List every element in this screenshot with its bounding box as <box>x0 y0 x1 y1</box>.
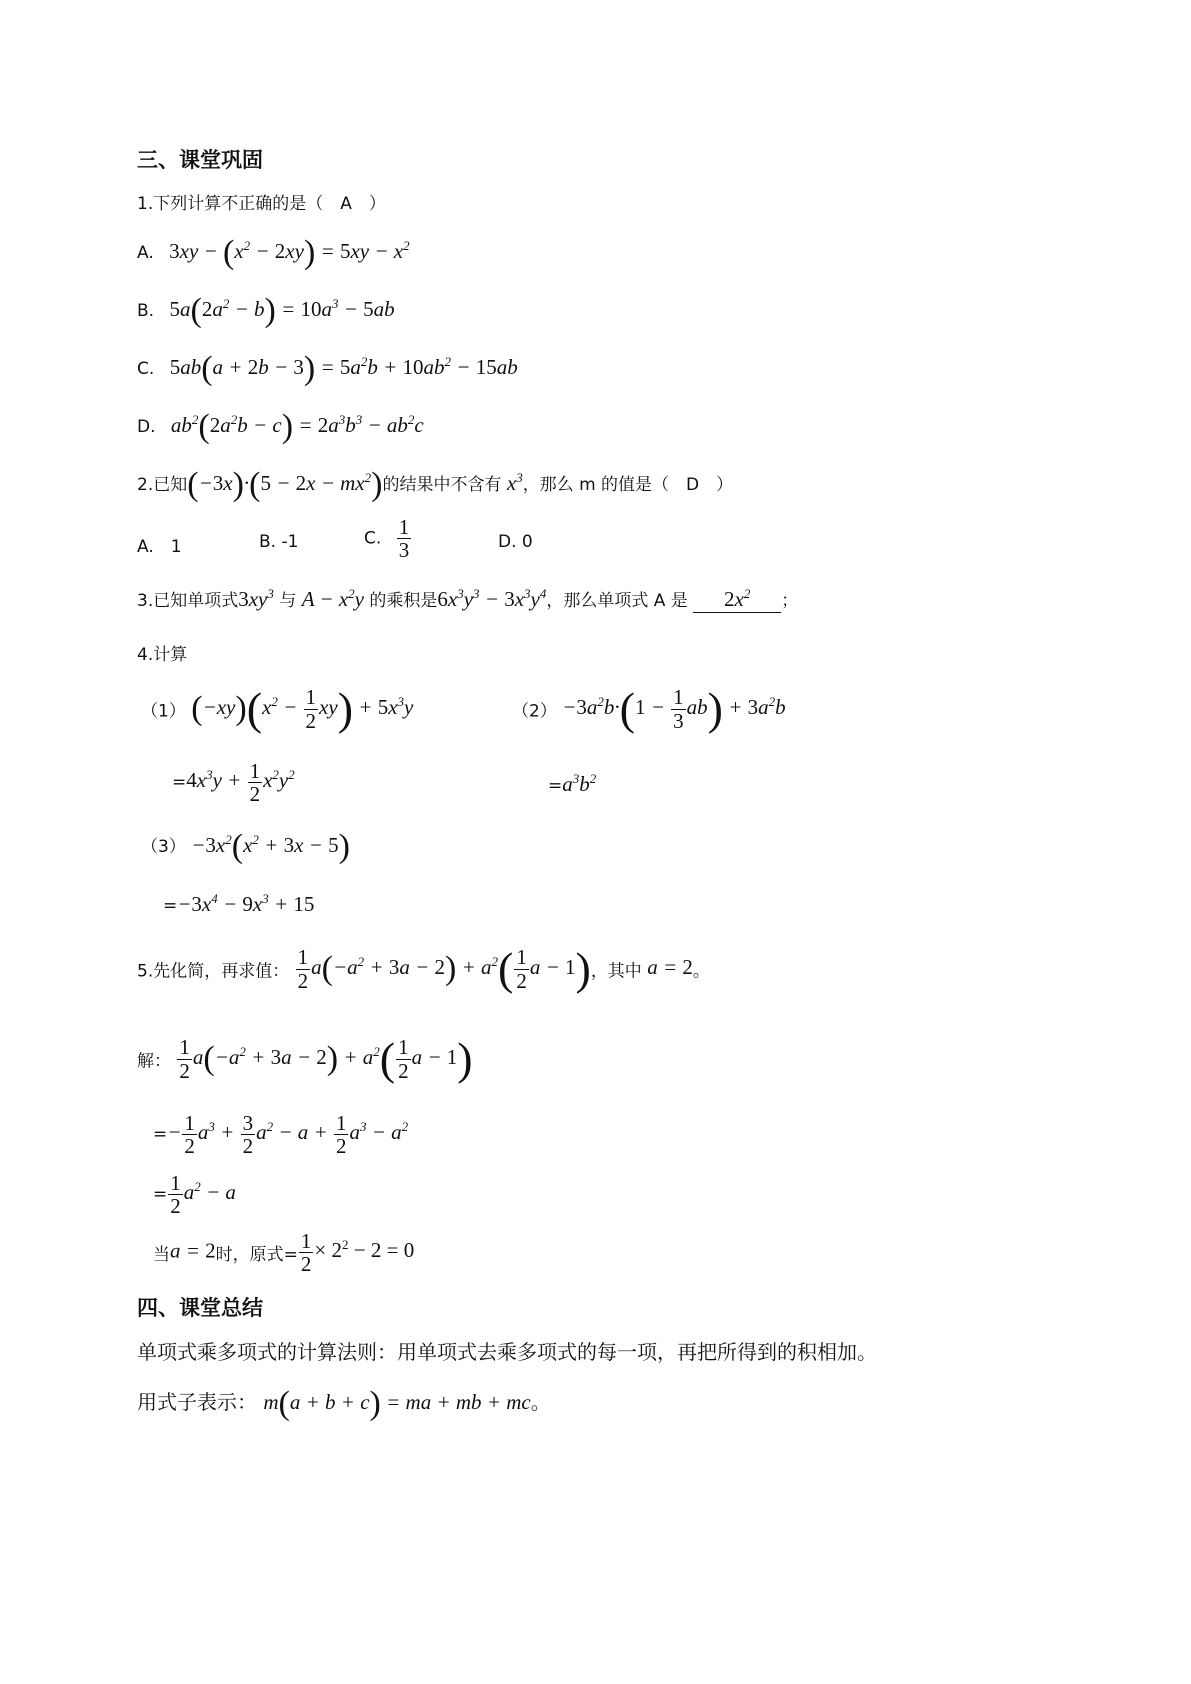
option-label: A. <box>137 242 154 263</box>
part-label: （3） <box>141 836 186 857</box>
q5-where: ，其中 <box>590 961 642 982</box>
q5-prefix: 5.先化简，再求值： <box>137 961 290 982</box>
q4-part-3: $(3) -3x^2(x^2 + 3x - 5)$ <box>141 828 350 865</box>
q3-end: ； <box>781 591 799 611</box>
question-5-prompt: 5.先化简，再求值： $\frac{1}{2}$ $a(-a^2 + 3a - 2) + a^2$( $\frac{1}{2}$ a − 1)，其中 a = 2。 <box>137 943 710 994</box>
option-label: C. <box>137 358 155 379</box>
equals-sign: = <box>172 772 187 793</box>
q1-option-c: C. $5ab(a + 2b - 3) = 5a^2b + 10ab^2 - 15ab$ <box>137 350 518 387</box>
q2-choice-b: B. -1 <box>259 532 299 552</box>
q4-part-2: $(2) -3a^2b\cdot(1$ − $\frac{1}{3}$ $ab) + 3a^2b$ <box>512 683 786 734</box>
equals-sign: = <box>163 896 178 916</box>
q3-product: 的乘积是 <box>369 591 438 611</box>
q4-part-1: （1） $(-xy)(x^2$ − $\frac{1}{2}$ $xy) + 5x^3y$ <box>141 683 414 734</box>
formula-period: 。 <box>530 1390 551 1414</box>
option-label: D. <box>137 416 156 437</box>
section-title: 四、课堂总结 <box>137 1296 263 1320</box>
equals-sign: = <box>153 1184 168 1205</box>
q4-part-1-answer: $=4x^3y$ + $\frac{1}{2}$ $x^2y^2$ <box>172 759 295 807</box>
summary-formula: 用式子表示： m(a + b + c) = ma + mb + mc。 <box>137 1385 551 1423</box>
q2-suffix: ，那么 m 的值是（ D ） <box>522 474 734 495</box>
solution-label: 解： <box>137 1051 171 1072</box>
q5-solution-line-2: =− $\frac{1}{2}$ $a^3$ + $\frac{3}{2}$ $a^2 - a$ + $\frac{1}{2}$ $a^3 - a^2$ <box>153 1111 409 1159</box>
q3-suffix: ，那么单项式 A 是 <box>546 591 688 611</box>
q3-prefix: 3.已知单项式 <box>137 591 239 611</box>
equals-sign: = <box>548 776 563 796</box>
q5-solution-line-3: = $\frac{1}{2}$ $a^2 - a$ <box>153 1171 236 1219</box>
choice-label: C. <box>364 528 382 549</box>
q1-option-b: B. $5a(2a^2 - b) = 10a^3 - 5ab$ <box>137 292 395 329</box>
q5-solution-line-1: 解： $\frac{1}{2}$ $a(-a^2 + 3a - 2) + a^2$( $\frac{1}{2}$ a − 1) <box>137 1033 473 1084</box>
q3-and: 与 <box>279 591 297 611</box>
q2-choice-c: C. $\frac{1}{3}$ <box>364 515 410 563</box>
q3-answer-blank: $2x^2$ <box>693 587 781 613</box>
q2-choice-a: A. 1 <box>137 537 182 557</box>
q2-prefix: 2.已知 <box>137 474 188 495</box>
option-label: B. <box>137 300 155 321</box>
formula-label: 用式子表示： <box>137 1390 257 1414</box>
summary-rule: 单项式乘多项式的计算法则：用单项式去乘多项式的每一项，再把所得到的积相加。 <box>137 1340 877 1364</box>
q2-choice-d: D. 0 <box>498 532 533 552</box>
q2-mid: 的结果中不含有 <box>382 474 502 495</box>
when-suffix: 时，原式= <box>215 1244 298 1265</box>
q1-option-a: A. $3xy - (x^2 - 2xy) = 5xy - x^2$ <box>137 234 410 271</box>
part-label: （2） <box>512 701 557 722</box>
question-2-prompt: 2.已知$(-3x)\cdot(5 - 2x - mx^2)$的结果中不含有 $x^3$，那么 m 的值是（ D ） <box>137 466 734 503</box>
question-3-prompt: 3.已知单项式$3xy^3$ 与 $A - x^2y$ 的乘积是$6x^3y^3 - 3x^3y^4$，那么单项式 A 是 $2x^2$ ； <box>137 586 799 611</box>
when-prefix: 当 <box>153 1244 170 1265</box>
q5-solution-line-4: 当a = 2时，原式= $\frac{1}{2}$ × $2^2 - 2 = 0$ <box>153 1229 415 1277</box>
q1-option-d: D. $ab^2(2a^2b - c) = 2a^3b^3 - ab^2c$ <box>137 408 424 445</box>
question-4-title: 4.计算 <box>137 645 188 665</box>
question-1-prompt: 1.下列计算不正确的是（ A ） <box>137 194 386 214</box>
q5-period: 。 <box>692 961 710 982</box>
equals-sign: = <box>153 1124 168 1145</box>
q4-part-2-answer: $=a^3b^2$ <box>548 771 597 796</box>
section-title: 三、课堂巩固 <box>137 148 263 172</box>
part-label: （1） <box>141 701 186 722</box>
q4-part-3-answer: $=-3x^4 - 9x^3 + 15$ <box>163 891 315 916</box>
